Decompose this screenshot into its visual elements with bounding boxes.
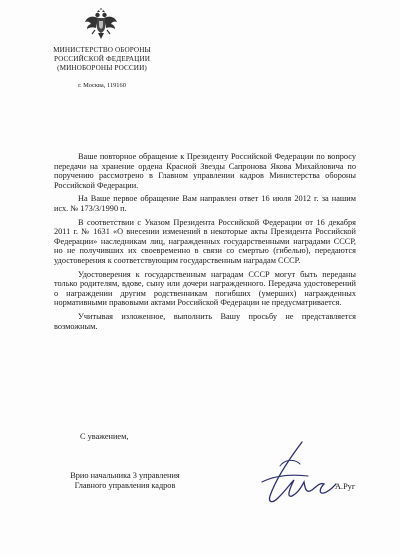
ministry-name-line1: МИНИСТЕРСТВО ОБОРОНЫ	[53, 46, 151, 54]
double-headed-eagle-emblem-icon	[84, 8, 118, 42]
ministry-name-line3: (МИНОБОРОНЫ РОССИИ)	[57, 64, 147, 72]
body-paragraph: На Ваше первое обращение Вам направлен ответ 16 июля 2012 г. за нашим исх. № 173/3/1990 п.	[54, 194, 356, 213]
signatory-name: А.Руг	[335, 482, 356, 491]
handwritten-signature	[250, 438, 340, 510]
body-paragraph: Ваше повторное обращение к Президенту Российской Федерации по вопросу передачи на хранение ордена Красной Звезды Сапронова Якова Михайловича по поручению рассмотрено в Главном управлении кадров Министерства обороны Российской Федерации.	[54, 152, 356, 190]
body-paragraph: Удостоверения к государственным наградам СССР могут быть переданы только родителям, вдове, сыну или дочери награжденного. Передача удостоверений о награждении другим родственникам погибших (умерших) награжденных нормативными правовыми актами Российской Федерации не предусматривается.	[54, 269, 356, 308]
closing-phrase: С уважением,	[80, 432, 129, 441]
body-paragraph: В соответствии с Указом Президента Российской Федерации от 16 декабря 2011 г. № 1631 «О внесении изменений в некоторые акты Президента Российской Федерации» наследникам лиц, награжденных государственными наградами СССР, но не получивших их своевременно в связи со смертью (гибелью), передаются удостоверения к соответствующим государственным наградам СССР.	[54, 217, 356, 265]
body-paragraph: Учитывая изложенное, выполнить Вашу просьбу не представляется возможным.	[54, 311, 356, 331]
ministry-name-line2: РОССИЙСКОЙ ФЕДЕРАЦИИ	[53, 55, 151, 63]
signatory-title	[60, 471, 190, 491]
city-address: г. Москва, 119160	[78, 82, 126, 89]
letter-body	[54, 152, 356, 335]
signatory-title-line2: Главного управления кадров	[74, 481, 176, 490]
ministry-header	[40, 46, 164, 73]
signatory-title-line1: Врио начальника 3 управления	[70, 471, 180, 480]
